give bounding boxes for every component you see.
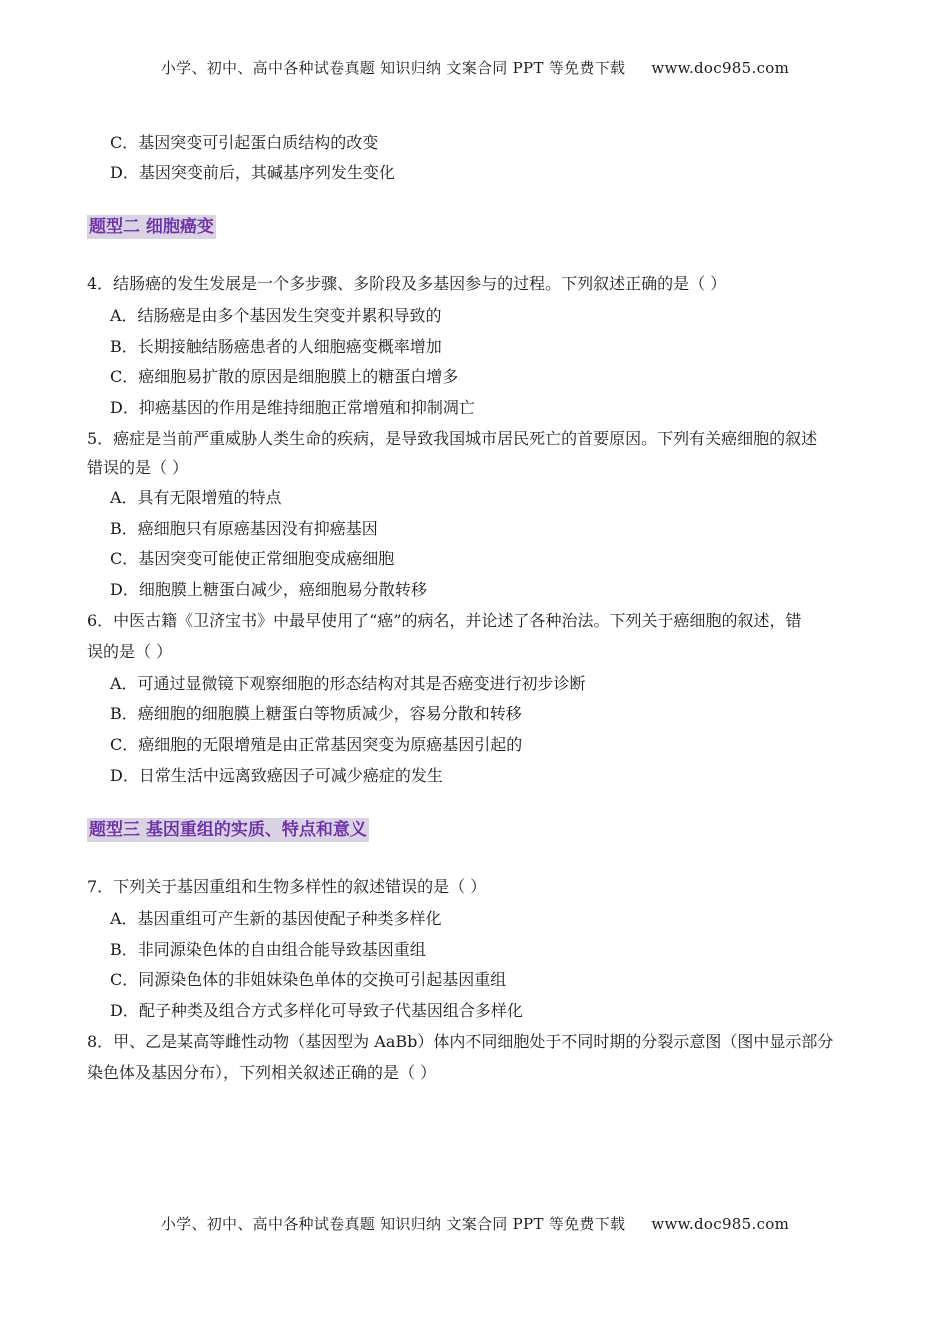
q6-option-d: D．日常生活中远离致癌因子可减少癌症的发生: [110, 766, 443, 785]
q7-stem: 7．下列关于基因重组和生物多样性的叙述错误的是（ ）: [87, 877, 487, 896]
q4-option-b: B．长期接触结肠癌患者的人细胞癌变概率增加: [110, 337, 442, 356]
q4-option-d: D．抑癌基因的作用是维持细胞正常增殖和抑制凋亡: [110, 398, 475, 417]
page-header: [0, 57, 950, 78]
footer-text: 小学、初中、高中各种试卷真题 知识归纳 文案合同 PPT 等免费下载: [160, 1215, 626, 1233]
page-footer: [0, 1213, 950, 1234]
q6-option-a: A．可通过显微镜下观察细胞的形态结构对其是否癌变进行初步诊断: [110, 674, 586, 693]
q6-option-b: B．癌细胞的细胞膜上糖蛋白等物质减少，容易分散和转移: [110, 704, 522, 723]
q5-stem: 5．癌症是当前严重威胁人类生命的疾病，是导致我国城市居民死亡的首要原因。下列有关癌细胞的叙述: [87, 429, 818, 448]
q4-option-c: C．癌细胞易扩散的原因是细胞膜上的糖蛋白增多: [110, 367, 459, 386]
q8-stem-cont: 染色体及基因分布），下列相关叙述正确的是（ ）: [87, 1063, 437, 1082]
q4-stem: 4．结肠癌的发生发展是一个多步骤、多阶段及多基因参与的过程。下列叙述正确的是（ ）: [87, 274, 727, 293]
q7-option-d: D．配子种类及组合方式多样化可导致子代基因组合多样化: [110, 1001, 523, 1020]
section-title-2: 题型二 细胞癌变: [89, 217, 214, 237]
q6-option-c: C．癌细胞的无限增殖是由正常基因突变为原癌基因引起的: [110, 735, 523, 754]
header-site: www.doc985.com: [651, 59, 790, 77]
q7-option-b: B．非同源染色体的自由组合能导致基因重组: [110, 940, 426, 959]
q5-option-b: B．癌细胞只有原癌基因没有抑癌基因: [110, 519, 378, 538]
header-text: 小学、初中、高中各种试卷真题 知识归纳 文案合同 PPT 等免费下载: [160, 59, 626, 77]
section-title-3: 题型三 基因重组的实质、特点和意义: [89, 820, 367, 840]
q5-option-d: D．细胞膜上糖蛋白减少，癌细胞易分散转移: [110, 580, 427, 599]
q6-stem: 6．中医古籍《卫济宝书》中最早使用了“癌”的病名，并论述了各种治法。下列关于癌细胞的叙述，错: [87, 611, 802, 630]
q5-option-a: A．具有无限增殖的特点: [110, 488, 282, 507]
q7-option-a: A．基因重组可产生新的基因使配子种类多样化: [110, 909, 442, 928]
q5-stem-cont: 错误的是（ ）: [87, 458, 189, 477]
q6-stem-cont: 误的是（ ）: [87, 642, 173, 661]
q3-option-d: D．基因突变前后，其碱基序列发生变化: [110, 163, 395, 182]
q5-option-c: C．基因突变可能使正常细胞变成癌细胞: [110, 549, 395, 568]
q8-stem: 8．甲、乙是某高等雌性动物（基因型为 AaBb）体内不同细胞处于不同时期的分裂示意图（图中显示部分: [87, 1032, 834, 1051]
q7-option-c: C．同源染色体的非姐妹染色单体的交换可引起基因重组: [110, 970, 507, 989]
q4-option-a: A．结肠癌是由多个基因发生突变并累积导致的: [110, 306, 442, 325]
q3-option-c: C．基因突变可引起蛋白质结构的改变: [110, 133, 379, 152]
footer-site: www.doc985.com: [651, 1215, 790, 1233]
